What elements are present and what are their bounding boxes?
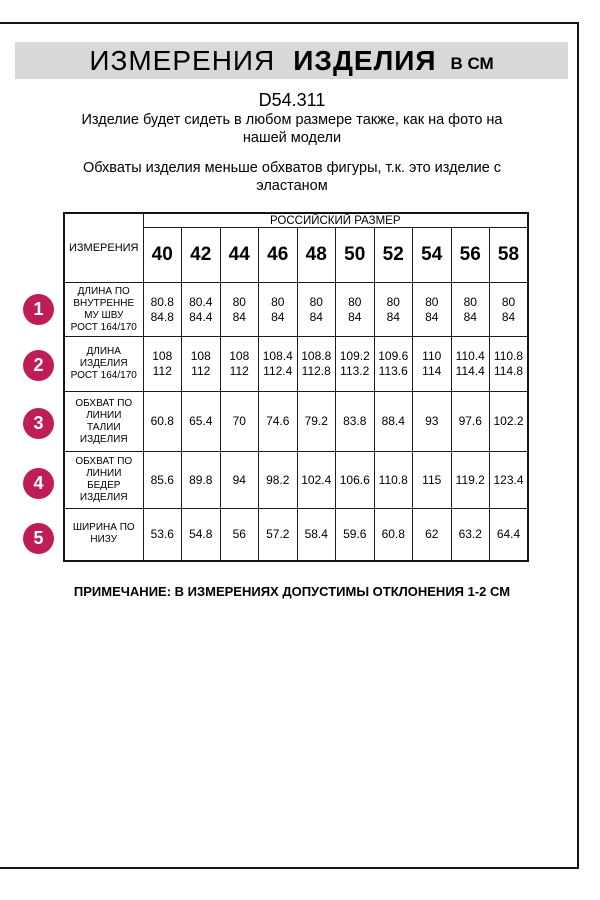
size-column-header: 56 (451, 228, 490, 283)
measurement-value: 88.4 (374, 392, 413, 452)
measurement-value: 110.8 114.8 (490, 337, 529, 392)
measurement-label: ДЛИНА ПО ВНУТРЕННЕ МУ ШВУ РОСТ 164/170 (64, 283, 143, 337)
measurements-column-header: ИЗМЕРЕНИЯ (64, 213, 143, 283)
measurement-label: ОБХВАТ ПО ЛИНИИ ТАЛИИ ИЗДЕЛИЯ (64, 392, 143, 452)
measurement-label: ДЛИНА ИЗДЕЛИЯ РОСТ 164/170 (64, 337, 143, 392)
measurement-value: 80 84 (220, 283, 259, 337)
tolerance-note: ПРИМЕЧАНИЕ: В ИЗМЕРЕНИЯХ ДОПУСТИМЫ ОТКЛОНЕНИЯ 1-2 СМ (73, 584, 511, 599)
measurement-value: 63.2 (451, 509, 490, 561)
size-column-header: 50 (336, 228, 375, 283)
measurement-row (64, 283, 528, 337)
title-measurements: ИЗМЕРЕНИЯ (89, 44, 276, 76)
size-column-header: 52 (374, 228, 413, 283)
measurement-value: 65.4 (182, 392, 221, 452)
title-product: ИЗДЕЛИЯ (293, 44, 437, 76)
row-number-badge: 4 (23, 468, 54, 499)
measurement-value: 80 84 (451, 283, 490, 337)
model-number: D54.311 (258, 90, 326, 110)
measurement-value: 85.6 (143, 452, 182, 509)
row-number-badge: 2 (23, 350, 54, 381)
measurement-value: 79.2 (297, 392, 336, 452)
measurement-value: 102.4 (297, 452, 336, 509)
measurement-value: 110 114 (413, 337, 452, 392)
fit-note-paragraph: Изделие будет сидеть в любом размере также, как на фото на нашей модели (81, 112, 503, 146)
row-number-badge: 5 (23, 523, 54, 554)
measurement-value: 62 (413, 509, 452, 561)
measurement-value: 60.8 (143, 392, 182, 452)
size-column-header: 54 (413, 228, 452, 283)
size-column-header: 58 (490, 228, 529, 283)
measurement-value: 97.6 (451, 392, 490, 452)
measurements-table (63, 212, 529, 562)
measurement-value: 80 84 (297, 283, 336, 337)
size-column-header: 42 (182, 228, 221, 283)
measurement-value: 56 (220, 509, 259, 561)
measurement-value: 123.4 (490, 452, 529, 509)
size-column-header: 44 (220, 228, 259, 283)
measurement-value: 80 84 (259, 283, 298, 337)
measurement-value: 109.2 113.2 (336, 337, 375, 392)
measurement-row (64, 337, 528, 392)
measurement-value: 110.4 114.4 (451, 337, 490, 392)
measurement-value: 74.6 (259, 392, 298, 452)
measurement-value: 115 (413, 452, 452, 509)
measurement-value: 57.2 (259, 509, 298, 561)
measurement-value: 108 112 (143, 337, 182, 392)
measurement-value: 80 84 (490, 283, 529, 337)
measurement-label: ОБХВАТ ПО ЛИНИИ БЕДЕР ИЗДЕЛИЯ (64, 452, 143, 509)
measurement-value: 70 (220, 392, 259, 452)
measurement-value: 64.4 (490, 509, 529, 561)
measurement-value: 102.2 (490, 392, 529, 452)
measurement-value: 83.8 (336, 392, 375, 452)
measurement-value: 98.2 (259, 452, 298, 509)
measurement-value: 106.6 (336, 452, 375, 509)
measurement-row (64, 452, 528, 509)
measurement-value: 108 112 (220, 337, 259, 392)
title-unit: В СМ (450, 53, 494, 73)
measurement-value: 80.4 84.4 (182, 283, 221, 337)
measurement-value: 89.8 (182, 452, 221, 509)
measurement-value: 60.8 (374, 509, 413, 561)
measurement-label: ШИРИНА ПО НИЗУ (64, 509, 143, 561)
measurement-value: 108.4 112.4 (259, 337, 298, 392)
size-column-header: 40 (143, 228, 182, 283)
measurement-row (64, 392, 528, 452)
row-number-badge: 1 (23, 294, 54, 325)
russian-size-group-header: РОССИЙСКИЙ РАЗМЕР (143, 213, 528, 228)
size-column-header: 46 (259, 228, 298, 283)
measurement-value: 119.2 (451, 452, 490, 509)
measurement-value: 93 (413, 392, 452, 452)
measurement-value: 109.6 113.6 (374, 337, 413, 392)
measurement-value: 94 (220, 452, 259, 509)
measurement-value: 54.8 (182, 509, 221, 561)
measurement-value: 108.8 112.8 (297, 337, 336, 392)
row-number-badge: 3 (23, 408, 54, 439)
measurement-value: 80 84 (413, 283, 452, 337)
measurement-value: 53.6 (143, 509, 182, 561)
measurement-value: 80 84 (374, 283, 413, 337)
measurement-value: 80.8 84.8 (143, 283, 182, 337)
measurement-value: 58.4 (297, 509, 336, 561)
measurement-value: 59.6 (336, 509, 375, 561)
elastane-note-paragraph: Обхваты изделия меньше обхватов фигуры, т.к. это изделие с эластаном (82, 160, 502, 194)
measurement-value: 110.8 (374, 452, 413, 509)
measurement-row (64, 509, 528, 561)
title-banner (15, 42, 568, 79)
measurement-value: 108 112 (182, 337, 221, 392)
measurement-value: 80 84 (336, 283, 375, 337)
size-column-header: 48 (297, 228, 336, 283)
